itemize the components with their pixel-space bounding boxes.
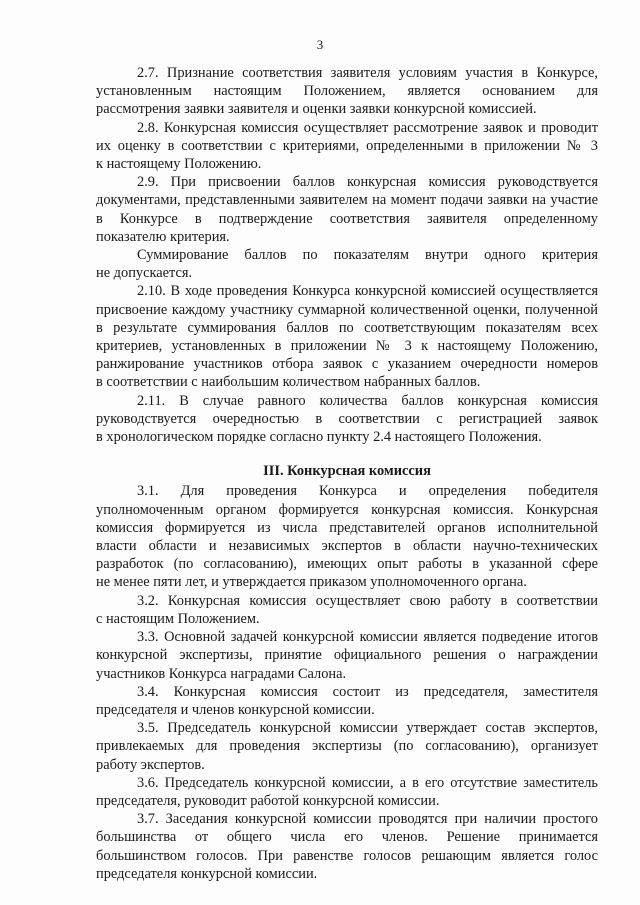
paragraph-line: их оценку в соответствии с критериями, определенными в приложении № 3 <box>96 137 598 154</box>
paragraph-p2-7 <box>96 64 598 119</box>
paragraph-line: в результате суммирования баллов по соответствующим показателям всех <box>96 319 598 336</box>
paragraph-line: присвоение каждому участнику суммарной количественной оценки, полученной <box>96 301 598 318</box>
paragraph-p3-5 <box>96 719 598 774</box>
paragraph-p2-9 <box>96 173 598 246</box>
paragraph-line: в соответствии с наибольшим количеством набранных баллов. <box>96 374 481 391</box>
paragraph-p2-10 <box>96 282 598 391</box>
paragraph-p3-3 <box>96 628 598 683</box>
paragraph-line: в хронологическом порядке согласно пункту 2.4 настоящего Положения. <box>96 429 542 446</box>
paragraph-p3-4 <box>96 683 598 719</box>
paragraph-line: ранжирование участников отбора заявок с указанием очередности номеров <box>96 356 598 373</box>
paragraph-line: председателя конкурсной комиссии. <box>96 865 318 882</box>
paragraph-line: 2.11. В случае равного количества баллов конкурсная комиссия <box>137 392 598 409</box>
paragraph-line: работу экспертов. <box>96 756 205 773</box>
paragraph-line: документами, представленными заявителем на момент подачи заявки на участие <box>96 192 598 209</box>
page-number: 3 <box>316 37 324 52</box>
paragraph-line: 2.8. Конкурсная комиссия осуществляет рассмотрение заявок и проводит <box>137 119 598 136</box>
paragraph-line: установленным настоящим Положением, является основанием для <box>96 83 598 100</box>
paragraph-line: в Конкурсе в подтверждение соответствия заявителя определенному <box>96 210 598 227</box>
section-2-paragraphs <box>96 64 598 446</box>
paragraph-p3-7 <box>96 810 598 883</box>
paragraph-line: власти области и независимых экспертов в области научно-технических <box>96 538 598 555</box>
paragraph-line: председателя и членов конкурсной комиссии. <box>96 701 375 718</box>
paragraph-line: не допускается. <box>96 265 193 282</box>
paragraph-p3-1 <box>96 482 598 591</box>
paragraph-line: не менее пяти лет, и утверждается приказом уполномоченного органа. <box>96 574 527 591</box>
paragraph-line: критериев, установленных в приложении № 3 к настоящему Положению, <box>96 338 598 355</box>
paragraph-line: 3.6. Председатель конкурсной комиссии, а в его отсутствие заместитель <box>137 774 598 791</box>
paragraph-line: конкурсной экспертизы, принятие официального решения о награждении <box>96 647 598 664</box>
paragraph-line: привлекаемых для проведения экспертизы (по согласованию), организует <box>96 738 598 755</box>
section-3-paragraphs <box>96 482 598 882</box>
paragraph-p2-9b <box>96 246 598 282</box>
paragraph-p3-2 <box>96 592 598 628</box>
paragraph-line: к настоящему Положению. <box>96 156 262 173</box>
paragraph-p2-8 <box>96 119 598 174</box>
paragraph-line: 3.1. Для проведения Конкурса и определения победителя <box>137 483 598 500</box>
paragraph-p3-6 <box>96 774 598 810</box>
paragraph-line: руководствуется очередностью в соответствии с регистрацией заявок <box>96 410 598 427</box>
paragraph-line: комиссия формируется из числа представителей органов исполнительной <box>96 519 598 536</box>
section-heading: III. Конкурсная комиссия <box>263 463 431 480</box>
paragraph-line: рассмотрения заявки заявителя и оценки заявки конкурсной комиссией. <box>96 101 537 118</box>
paragraph-line: 3.3. Основной задачей конкурсной комиссии является подведение итогов <box>137 629 598 646</box>
paragraph-line: с настоящим Положением. <box>96 610 260 627</box>
paragraph-line: разработок (по согласованию), имеющих опыт работы в указанной сфере <box>96 556 598 573</box>
paragraph-line: 3.7. Заседания конкурсной комиссии проводятся при наличии простого <box>137 811 598 828</box>
paragraph-line: уполномоченным органом формируется конкурсная комиссия. Конкурсная <box>96 501 598 518</box>
paragraph-line: 3.2. Конкурсная комиссия осуществляет свою работу в соответствии <box>137 592 598 609</box>
paragraph-line: большинства от общего числа его членов. Решение принимается <box>96 829 598 846</box>
paragraph-line: 2.7. Признание соответствия заявителя условиям участия в Конкурсе, <box>137 65 598 81</box>
paragraph-line: председателя, руководит работой конкурсной комиссии. <box>96 792 440 809</box>
paragraph-line: Суммирование баллов по показателям внутри одного критерия <box>137 247 598 264</box>
paragraph-line: 2.10. В ходе проведения Конкурса конкурсной комиссией осуществляется <box>137 283 598 300</box>
paragraph-line: 3.4. Конкурсная комиссия состоит из председателя, заместителя <box>137 683 598 700</box>
paragraph-line: 2.9. При присвоении баллов конкурсная комиссия руководствуется <box>137 174 598 191</box>
paragraph-line: 3.5. Председатель конкурсной комиссии утверждает состав экспертов, <box>137 720 598 737</box>
document-body <box>96 64 598 883</box>
paragraph-line: участников Конкурса наградами Салона. <box>96 665 347 682</box>
paragraph-p2-11 <box>96 392 598 447</box>
paragraph-line: показателю критерия. <box>96 228 230 245</box>
paragraph-line: большинством голосов. При равенстве голосов решающим является голос <box>96 847 598 864</box>
